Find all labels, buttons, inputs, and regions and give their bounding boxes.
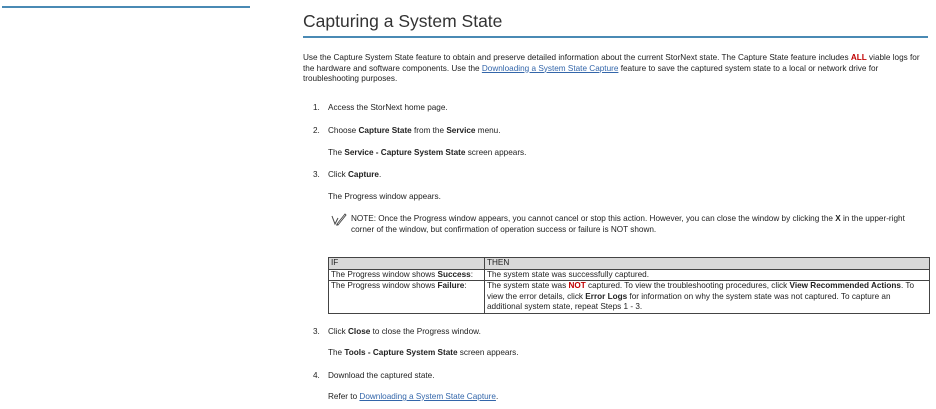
- step-3-close: 3. Click Close to close the Progress window.: [313, 326, 481, 336]
- sidebar-divider: [2, 6, 250, 8]
- page-title: Capturing a System State: [303, 10, 928, 38]
- header-if: IF: [329, 258, 485, 270]
- step-3-result: The Progress window appears.: [328, 191, 441, 201]
- table-row: The Progress window shows Success: The system state was successfully captured.: [329, 269, 930, 281]
- steps-list: [303, 103, 928, 137]
- header-then: THEN: [485, 258, 930, 270]
- step-4: 4. Download the captured state.: [313, 370, 435, 380]
- step-3: 3. Click Capture.: [313, 170, 382, 179]
- step-1: 1. Access the StorNext home page.: [313, 102, 448, 112]
- all-emphasis: ALL: [850, 53, 867, 62]
- downloading-capture-link[interactable]: Downloading a System State Capture: [481, 63, 619, 73]
- intro-paragraph: Use the Capture System State feature to obtain and preserve detailed information about the current StorNext state. The Capture State feature includes ALL viable logs for the hardware and software components. Use the Downloading a System State Capture feature to save the captured system state to a local or network drive for troubleshooting purposes.: [303, 53, 920, 83]
- step-2: 2. Choose Capture State from the Service menu.: [313, 126, 501, 135]
- table-row: The Progress window shows Failure: The system state was NOT captured. To view the troubleshooting procedures, click View Recommended Actions. To view the error details, click Error Logs for information on why the system state was not captured. To capture an additional system state, repeat Steps 1 - 3.: [329, 281, 930, 314]
- topic-content: [303, 10, 928, 403]
- note-pen-icon: [331, 213, 347, 227]
- if-then-table: [328, 257, 930, 314]
- table-header-row: [329, 258, 930, 270]
- note-callout: NOTE: Once the Progress window appears, you cannot cancel or stop this action. However, you can close the window by clicking the X in the upper-right corner of the window, but confirmation of operation success or failure is NOT shown.: [303, 214, 928, 235]
- step-4-result: Refer to Downloading a System State Capture.: [328, 392, 499, 401]
- step-3-close-result: The Tools - Capture System State screen appears.: [328, 348, 519, 357]
- step-2-result: The Service - Capture System State screen appears.: [328, 147, 527, 157]
- downloading-capture-link-2[interactable]: Downloading a System State Capture: [359, 392, 496, 401]
